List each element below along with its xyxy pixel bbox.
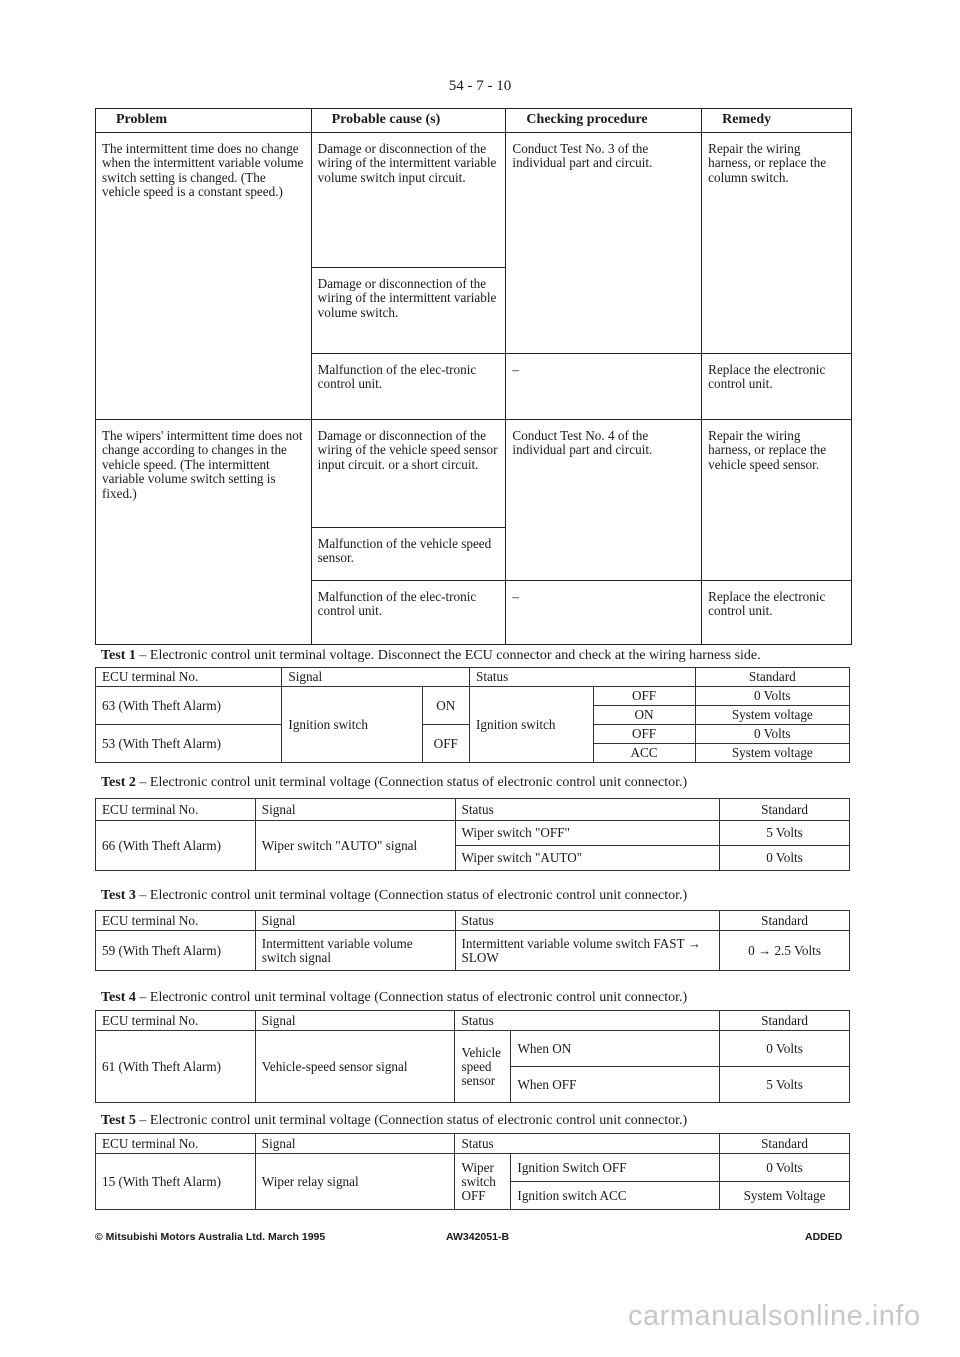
test5-title-text: – Electronic control unit terminal voltage (Connection status of electronic control unit connector.)	[135, 1113, 688, 1128]
test5-condition: Ignition Switch OFF	[511, 1154, 720, 1182]
test1-standard: 0 Volts	[695, 725, 849, 744]
cause-cell: Malfunction of the vehicle speed sensor.	[311, 528, 506, 581]
test2-status: Wiper switch "AUTO"	[455, 846, 720, 871]
footer-copyright: © Mitsubishi Motors Australia Ltd. March 1995	[95, 1231, 326, 1243]
test3-title-text: – Electronic control unit terminal voltage (Connection status of electronic control unit connector.)	[135, 888, 688, 903]
test5-terminal: 15 (With Theft Alarm)	[96, 1154, 256, 1210]
test5-header-status: Status	[455, 1134, 720, 1154]
test1-position: ACC	[593, 744, 695, 763]
test1-signal: Ignition switch	[282, 687, 422, 763]
test4-header-status: Status	[455, 1011, 720, 1031]
test1-state: OFF	[422, 725, 469, 763]
test3-title-bold: Test 3	[101, 888, 136, 903]
cause-cell: Damage or disconnection of the wiring of the vehicle speed sensor input circuit. or a short circuit.	[311, 420, 506, 528]
test1-terminal: 53 (With Theft Alarm)	[96, 725, 282, 763]
test4-header-signal: Signal	[255, 1011, 455, 1031]
test2-header-status: Status	[455, 799, 720, 821]
test1-title	[101, 648, 761, 664]
cause-cell: Malfunction of the elec-tronic control unit.	[311, 354, 506, 420]
test1-state: ON	[422, 687, 469, 725]
test2-status: Wiper switch "OFF"	[455, 821, 720, 846]
test3-terminal: 59 (With Theft Alarm)	[96, 931, 256, 971]
test1-position: OFF	[593, 725, 695, 744]
test4-title-text: – Electronic control unit terminal voltage (Connection status of electronic control unit connector.)	[135, 990, 688, 1005]
remedy-cell: Repair the wiring harness, or replace the column switch.	[702, 133, 852, 354]
troubleshooting-table	[95, 108, 852, 645]
cause-cell: Damage or disconnection of the wiring of the intermittent variable volume switch.	[311, 268, 506, 354]
test2-title-text: – Electronic control unit terminal voltage (Connection status of electronic control unit connector.)	[135, 775, 688, 790]
page-number: 54 - 7 - 10	[448, 78, 512, 94]
test5-condition: Ignition switch ACC	[511, 1182, 720, 1210]
test4-status-label: Vehicle speed sensor	[455, 1031, 511, 1103]
test2-header-terminal: ECU terminal No.	[96, 799, 256, 821]
procedure-cell: –	[506, 354, 702, 420]
test2-title-bold: Test 2	[101, 775, 136, 790]
problem-cell: The intermittent time does no change when the intermittent variable volume switch setting is changed. (The vehicle speed is a constant speed.)	[96, 133, 312, 420]
test3-header-standard: Standard	[720, 911, 850, 931]
test4-standard: 5 Volts	[720, 1067, 850, 1103]
test5-table	[95, 1133, 850, 1210]
test4-header-terminal: ECU terminal No.	[96, 1011, 256, 1031]
test4-terminal: 61 (With Theft Alarm)	[96, 1031, 256, 1103]
cause-cell: Damage or disconnection of the wiring of the intermittent variable volume switch input circuit.	[311, 133, 506, 268]
header-probable-cause: Probable cause (s)	[311, 109, 506, 133]
test1-title-bold: Test 1	[101, 648, 136, 663]
test4-table	[95, 1010, 850, 1103]
test1-standard: System voltage	[695, 744, 849, 763]
test5-header-signal: Signal	[255, 1134, 455, 1154]
header-problem: Problem	[96, 109, 312, 133]
test1-header-signal: Signal	[282, 668, 470, 687]
test5-header-terminal: ECU terminal No.	[96, 1134, 256, 1154]
test5-title-bold: Test 5	[101, 1113, 136, 1128]
procedure-cell: Conduct Test No. 3 of the individual part and circuit.	[506, 133, 702, 354]
test3-status: Intermittent variable volume switch FAST → SLOW	[455, 931, 720, 971]
test3-table	[95, 910, 850, 971]
test5-title	[101, 1113, 687, 1129]
test5-status-label: Wiper switch OFF	[455, 1154, 511, 1210]
test1-header-terminal: ECU terminal No.	[96, 668, 282, 687]
test1-standard: System voltage	[695, 706, 849, 725]
test3-header-terminal: ECU terminal No.	[96, 911, 256, 931]
test5-standard: 0 Volts	[720, 1154, 850, 1182]
test5-header-standard: Standard	[720, 1134, 850, 1154]
procedure-cell: –	[506, 581, 702, 645]
test1-position: ON	[593, 706, 695, 725]
problem-cell: The wipers' intermittent time does not change according to changes in the vehicle speed. (The intermittent variable volume switch setting is fixed.)	[96, 420, 312, 645]
cause-cell: Malfunction of the elec-tronic control unit.	[311, 581, 506, 645]
test3-standard: 0 → 2.5 Volts	[720, 931, 850, 971]
header-checking-procedure: Checking procedure	[506, 109, 702, 133]
footer-doc-code: AW342051-B	[446, 1231, 510, 1243]
test2-header-signal: Signal	[255, 799, 455, 821]
test1-title-text: – Electronic control unit terminal voltage. Disconnect the ECU connector and check at the wiring harness side.	[135, 648, 761, 663]
footer-status: ADDED	[805, 1231, 843, 1243]
test2-standard: 0 Volts	[720, 846, 850, 871]
test2-title	[101, 775, 687, 791]
watermark: carmanualsonline.info	[628, 1300, 921, 1332]
test4-condition: When ON	[511, 1031, 720, 1067]
test2-header-standard: Standard	[720, 799, 850, 821]
remedy-cell: Replace the electronic control unit.	[702, 354, 852, 420]
test1-position: OFF	[593, 687, 695, 706]
test1-terminal: 63 (With Theft Alarm)	[96, 687, 282, 725]
test2-terminal: 66 (With Theft Alarm)	[96, 821, 256, 871]
test2-standard: 5 Volts	[720, 821, 850, 846]
test4-title	[101, 990, 687, 1006]
test3-header-status: Status	[455, 911, 720, 931]
test5-signal: Wiper relay signal	[255, 1154, 455, 1210]
test4-header-standard: Standard	[720, 1011, 850, 1031]
test1-header-status: Status	[470, 668, 696, 687]
header-remedy: Remedy	[702, 109, 852, 133]
test2-table	[95, 798, 850, 871]
test4-standard: 0 Volts	[720, 1031, 850, 1067]
test5-standard: System Voltage	[720, 1182, 850, 1210]
test4-signal: Vehicle-speed sensor signal	[255, 1031, 455, 1103]
test1-table	[95, 667, 850, 763]
test1-header-standard: Standard	[695, 668, 849, 687]
test4-condition: When OFF	[511, 1067, 720, 1103]
test3-signal: Intermittent variable volume switch signal	[255, 931, 455, 971]
test1-status: Ignition switch	[470, 687, 593, 763]
remedy-cell: Repair the wiring harness, or replace the vehicle speed sensor.	[702, 420, 852, 581]
test3-title	[101, 888, 687, 904]
test1-standard: 0 Volts	[695, 687, 849, 706]
procedure-cell: Conduct Test No. 4 of the individual part and circuit.	[506, 420, 702, 581]
remedy-cell: Replace the electronic control unit.	[702, 581, 852, 645]
test4-title-bold: Test 4	[101, 990, 136, 1005]
test3-header-signal: Signal	[255, 911, 455, 931]
test2-signal: Wiper switch "AUTO" signal	[255, 821, 455, 871]
